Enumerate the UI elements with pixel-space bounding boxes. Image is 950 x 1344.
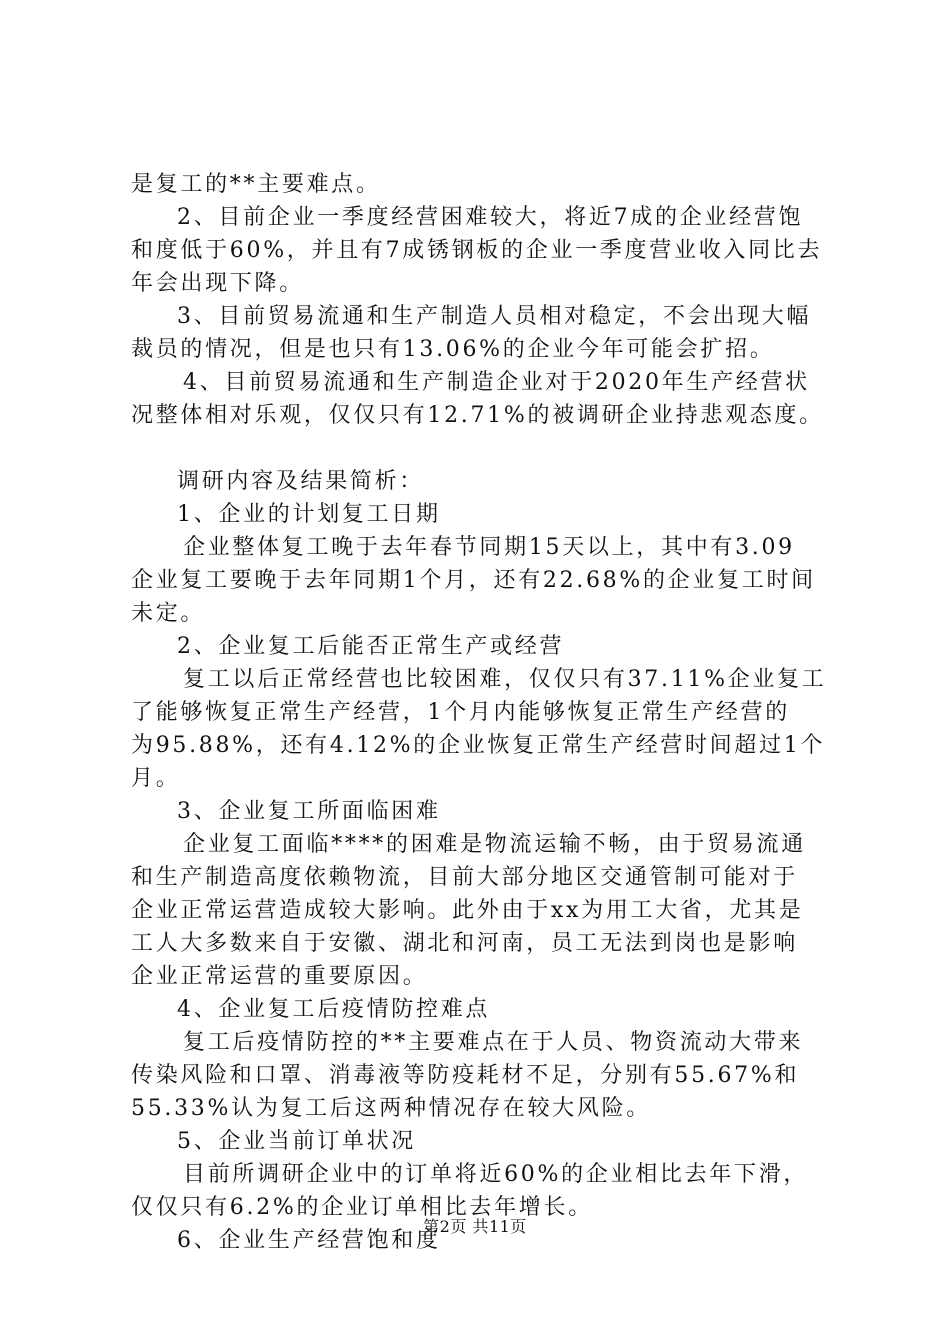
- section-heading: 调研内容及结果简析：: [177, 469, 425, 494]
- paragraph-line: 裁员的情况，但是也只有13.06%的企业今年可能会扩招。: [131, 337, 775, 362]
- paragraph-line: 目前所调研企业中的订单将近60%的企业相比去年下滑，: [183, 1162, 809, 1187]
- paragraph-line: 是复工的**主要难点。: [131, 172, 381, 197]
- paragraph-line: 企业正常运营的重要原因。: [131, 964, 428, 989]
- paragraph-line: 仅仅只有6.2%的企业订单相比去年增长。: [131, 1195, 593, 1220]
- section-heading: 6、企业生产经营饱和度: [177, 1228, 441, 1253]
- paragraph-line: 复工后疫情防控的**主要难点在于人员、物资流动大带来: [183, 1030, 804, 1055]
- paragraph-line: 和度低于60%，并且有7成锈钢板的企业一季度营业收入同比去: [131, 238, 823, 263]
- paragraph-line: 为95.88%，还有4.12%的企业恢复正常生产经营时间超过1个: [131, 733, 826, 758]
- paragraph-line: 4、目前贸易流通和生产制造企业对于2020年生产经营状: [183, 370, 810, 395]
- paragraph-line: 55.33%认为复工后这两种情况存在较大风险。: [131, 1096, 651, 1121]
- section-heading: 4、企业复工后疫情防控难点: [177, 997, 491, 1022]
- paragraph-line: 工人大多数来自于安徽、湖北和河南，员工无法到岗也是影响: [131, 931, 798, 956]
- section-heading: 1、企业的计划复工日期: [177, 502, 441, 527]
- paragraph-line: 企业复工要晚于去年同期1个月，还有22.68%的企业复工时间: [131, 568, 816, 593]
- paragraph-line: 2、目前企业一季度经营困难较大，将近7成的企业经营饱: [177, 205, 804, 230]
- paragraph-line: 月。: [131, 766, 181, 791]
- paragraph-line: 3、目前贸易流通和生产制造人员相对稳定，不会出现大幅: [177, 304, 812, 329]
- section-heading: 5、企业当前订单状况: [177, 1129, 416, 1154]
- paragraph-line: 企业正常运营造成较大影响。此外由于xx为用工大省，尤其是: [131, 898, 804, 923]
- paragraph-line: 和生产制造高度依赖物流，目前大部分地区交通管制可能对于: [131, 865, 798, 890]
- section-heading: 2、企业复工后能否正常生产或经营: [177, 634, 565, 659]
- page-footer: 第2页 共11页: [423, 1217, 527, 1236]
- paragraph-line: 复工以后正常经营也比较困难，仅仅只有37.11%企业复工: [183, 667, 827, 692]
- paragraph-line: 了能够恢复正常生产经营，1个月内能够恢复正常生产经营的: [131, 700, 790, 725]
- blank-line: [131, 432, 831, 465]
- paragraph-line: 传染风险和口罩、消毒液等防疫耗材不足，分别有55.67%和: [131, 1063, 800, 1088]
- paragraph-line: 况整体相对乐观，仅仅只有12.71%的被调研企业持悲观态度。: [131, 403, 824, 428]
- paragraph-line: 年会出现下降。: [131, 271, 304, 296]
- paragraph-line: 未定。: [131, 601, 206, 626]
- section-heading: 3、企业复工所面临困难: [177, 799, 441, 824]
- document-body: [131, 168, 831, 1257]
- paragraph-line: 企业复工面临****的困难是物流运输不畅，由于贸易流通: [183, 832, 806, 857]
- paragraph-line: 企业整体复工晚于去年春节同期15天以上，其中有3.09: [183, 535, 795, 560]
